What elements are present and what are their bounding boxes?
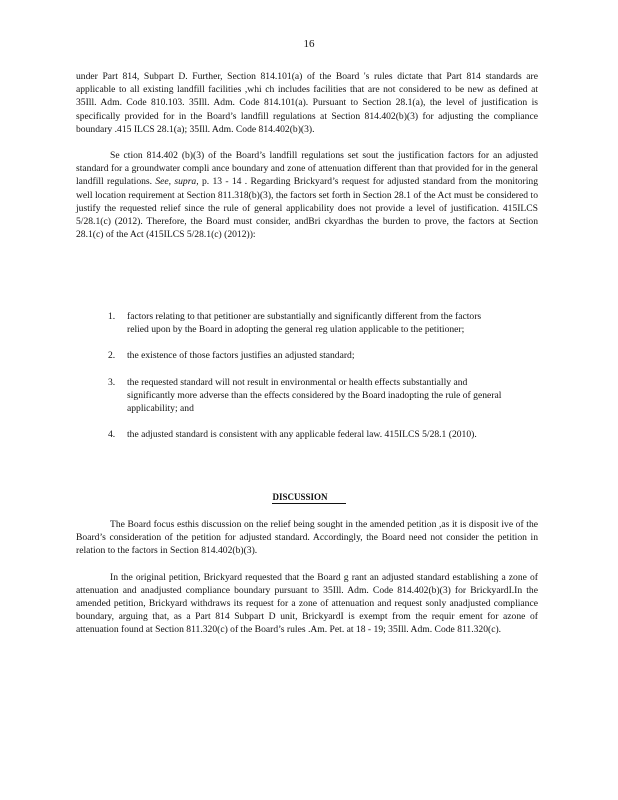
list-item-number: 2. (108, 350, 116, 362)
discussion-paragraphs (76, 518, 538, 637)
list-item (108, 376, 504, 416)
factors-list (108, 310, 504, 441)
list-item (108, 310, 504, 336)
body-paragraphs-top (76, 70, 538, 241)
list-item-text: the existence of those factors justifies an adjusted standard; (127, 350, 355, 362)
list-item-text: the adjusted standard is consistent with any applicable federal law. 415ILCS 5/28.1 (2010). (127, 429, 477, 441)
list-item (108, 349, 504, 362)
discussion-paragraph-2: In the original petition, Brickyard requested that the Board g rant an adjusted standard establishing a zone of attenuation and anadjusted compliance boundary pursuant to 35Ill. Adm. Code 814.402(b)(3) for BrickyardI.In the amended petition, Brickyard withdraws its request for a zone of attenuation and request sonly anadjusted compliance boundary, arguing that, as a Part 814 Subpart D unit, BrickyardI is exempt from the requir ement for azone of attenuation found at Section 811.320(c) of the Board’s rules .Am. Pet. at 18 - 19; 35Ill. Adm. Code 811.320(c). (76, 571, 538, 636)
paragraph-2-text-b: p. 13 - 14 . Regarding Brickyard’s request for adjusted standard from the monitoring well location requirement at Section 811.318(b)(3), the factors set forth in Section 28.1 of the Act must be considered to justify the requested relief since the rule of general applicability does not provide a level of justification. 415ILCS 5/28.1(c) (2012). Therefore, the Board must consider, andBri ckyardhas the burden to prove, the factors at Section 28.1(c) of the Act (415ILCS 5/28.1(c) (2012)): (76, 176, 538, 241)
list-item-number: 1. (108, 311, 116, 322)
paragraph-2-text-a: Se ction 814.402 (b)(3) of the Board’s landfill regulations set sout the justification factors for an adjusted standard for a groundwater compli ance boundary and zone of attenuation different than that provided for in the general landfill regulations. (76, 150, 538, 188)
list-item-number: 3. (108, 376, 116, 388)
discussion-heading: DISCUSSION (0, 492, 618, 504)
list-item (108, 428, 504, 441)
list-item-text: the requested standard will not result in environmental or health effects substantially and significantly more adverse than the effects considered by the Board inadopting the rule of general applicability; and (127, 376, 502, 415)
see-supra-citation: See, supra, (155, 176, 199, 188)
paragraph-1: under Part 814, Subpart D. Further, Section 814.101(a) of the Board 's rules dictate that Part 814 standards are applicable to all existing landfill facilities ,whi ch includes facilities that are not considered to be new as defined at 35Ill. Adm. Code 810.103. 35Ill. Adm. Code 814.101(a). Pursuant to Section 28.1(a), the level of justification is specifically provided for in the Board’s landfill regulations at Section 814.402(b)(3) for adjusting the compliance boundary .415 ILCS 28.1(a); 35Ill. Adm. Code 814.402(b)(3). (76, 71, 538, 135)
list-item-number: 4. (108, 429, 116, 441)
paragraph-2 (76, 149, 538, 241)
discussion-paragraph-1: The Board focus esthis discussion on the relief being sought in the amended petition ,as it is disposit ive of the Board’s consideration of the petition for adjusted standard. Accordingly, the Board need not consider the petition in relation to the factors in Section 814.402(b)(3). (76, 519, 538, 557)
page-number: 16 (303, 38, 315, 50)
list-item-text: factors relating to that petitioner are substantially and significantly different from the factors relied upon by the Board in adopting the general reg ulation applicable to the petitioner; (127, 311, 482, 336)
